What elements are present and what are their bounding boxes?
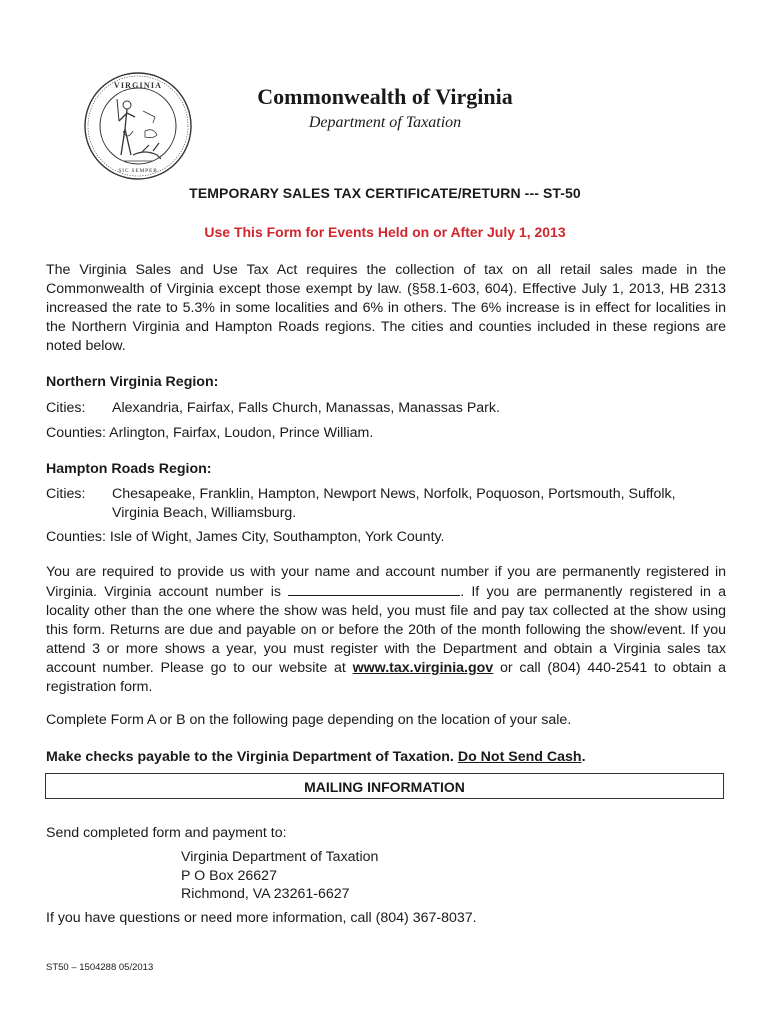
requirement-text-3: or call (804) 440-2541 to obtain a registration form.	[46, 660, 726, 695]
questions-contact: If you have questions or need more information, call (804) 367-8037.	[46, 910, 477, 926]
account-number-blank[interactable]	[288, 582, 460, 596]
form-title: TEMPORARY SALES TAX CERTIFICATE/RETURN --- ST-50	[189, 185, 581, 201]
agency-subtitle: Department of Taxation	[308, 114, 462, 131]
svg-text:VIRGINIA: VIRGINIA	[113, 81, 163, 90]
virginia-seal-icon	[83, 71, 193, 181]
counties-label: Counties:	[46, 529, 106, 545]
complete-form-note: Complete Form A or B on the following page depending on the location of your sale.	[46, 712, 572, 728]
requirement-paragraph	[46, 563, 726, 697]
send-to-label: Send completed form and payment to:	[46, 825, 287, 841]
cities-label: Cities:	[46, 486, 86, 502]
region-counties-row	[46, 528, 726, 547]
region-heading-northern-virginia: Northern Virginia Region:	[46, 374, 219, 390]
region-cities-row	[46, 399, 726, 418]
region-heading-hampton-roads: Hampton Roads Region:	[46, 461, 212, 477]
region-cities-row	[46, 485, 726, 523]
website-link[interactable]: www.tax.virginia.gov	[352, 660, 494, 676]
address-line: Virginia Department of Taxation	[181, 849, 379, 865]
counties-list: Isle of Wight, James City, Southampton, York County.	[109, 529, 445, 545]
requirement-text-2: . If you are permanently registered in a locality other than the one where the show was held, you must file and pay tax collected at the show using this form. Returns are due and payable on or before the 20th of the month following the show/event. If you attend 3 or more shows a year, you must register with the Department and obtain a Virginia sales tax account number. Please go to our website at	[46, 584, 726, 676]
cities-label: Cities:	[46, 400, 86, 416]
cities-list: Chesapeake, Franklin, Hampton, Newport News, Norfolk, Poquoson, Portsmouth, Suffolk, Virginia Beach, Williamsburg.	[112, 486, 676, 521]
counties-list: Arlington, Fairfax, Loudon, Prince William.	[109, 425, 374, 441]
mailing-address	[181, 848, 378, 904]
mailing-information-heading: MAILING INFORMATION	[45, 773, 724, 799]
region-counties-row	[46, 424, 726, 443]
no-cash-warning: Do Not Send Cash	[457, 749, 582, 765]
agency-title: Commonwealth of Virginia	[257, 84, 513, 109]
requirement-text-1: You are required to provide us with your name and account number if you are permanently registered in Virginia. Virginia account number is	[46, 564, 726, 600]
event-date-notice: Use This Form for Events Held on or After July 1, 2013	[204, 224, 566, 240]
cities-list: Alexandria, Fairfax, Falls Church, Manassas, Manassas Park.	[112, 400, 500, 416]
checks-text: Make checks payable to the Virginia Department of Taxation.	[46, 749, 458, 765]
intro-paragraph: The Virginia Sales and Use Tax Act requires the collection of tax on all retail sales made in the Commonwealth of Virginia except those exempt by law. (§58.1-603, 604). Effective July 1, 2013, HB 2313 increased the rate to 5.3% in some localities and 6% in others. The 6% increase is in effect for localities in the Northern Virginia and Hampton Roads regions. The cities and counties included in these regions are noted below.	[46, 262, 726, 354]
address-line: Richmond, VA 23261-6627	[181, 886, 350, 902]
address-line: P O Box 26627	[181, 867, 277, 884]
checks-end: .	[581, 749, 586, 765]
letterhead	[195, 84, 575, 134]
checks-payable-note	[46, 749, 586, 765]
form-footer-code: ST50 – 1504288 05/2013	[46, 962, 154, 973]
svg-text:SIC SEMPER: SIC SEMPER	[118, 168, 158, 174]
counties-label: Counties:	[46, 425, 106, 441]
